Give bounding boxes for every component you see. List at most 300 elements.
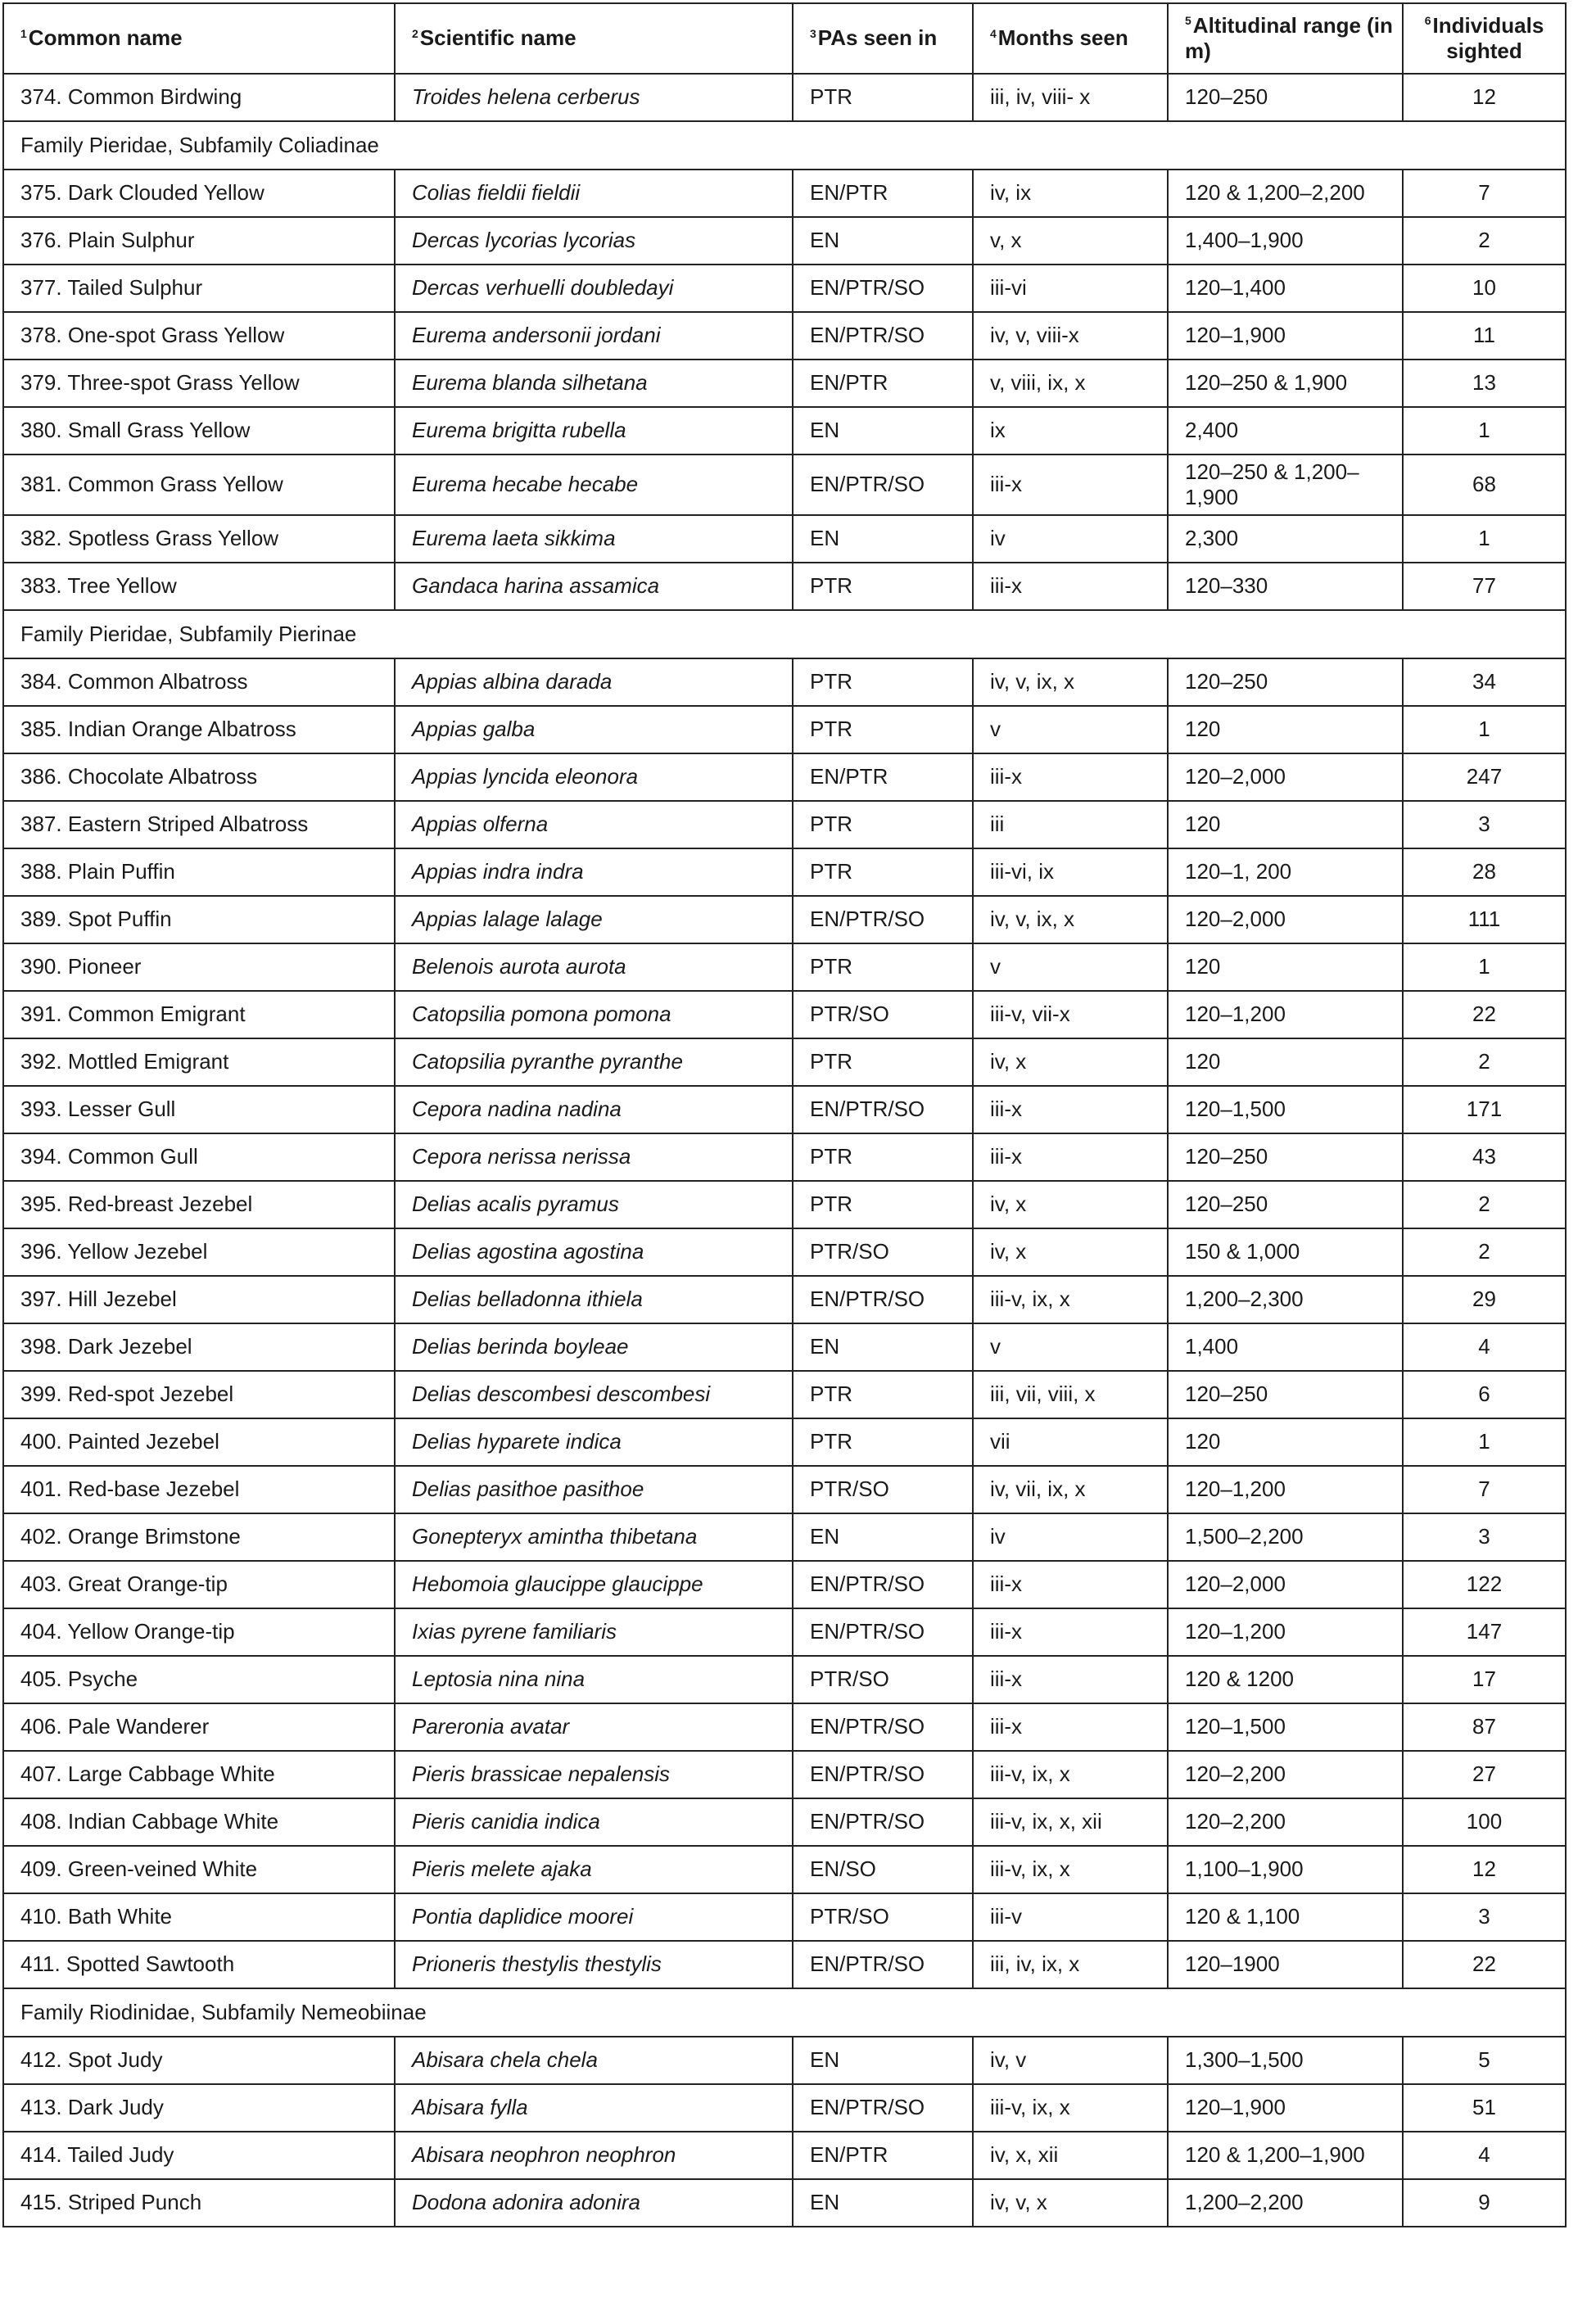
months-cell: v, viii, ix, x	[973, 360, 1168, 407]
altitude-cell: 1,400	[1168, 1323, 1403, 1371]
table-row	[3, 1228, 1566, 1276]
pas-cell: EN/PTR/SO	[793, 1751, 973, 1798]
table-body	[3, 74, 1566, 2227]
individuals-cell: 7	[1403, 170, 1566, 217]
common-name-cell: 387. Eastern Striped Albatross	[3, 801, 395, 848]
altitude-cell: 120	[1168, 706, 1403, 753]
altitude-cell: 120–1,900	[1168, 312, 1403, 360]
pas-cell: PTR	[793, 1418, 973, 1466]
individuals-cell: 2	[1403, 217, 1566, 265]
months-cell: ix	[973, 407, 1168, 455]
common-name-cell: 414. Tailed Judy	[3, 2132, 395, 2179]
altitude-cell: 120 & 1200	[1168, 1656, 1403, 1703]
header-altitudinal-range: $^5$Altitudinal range (in m)	[1168, 3, 1403, 74]
altitude-cell: 1,100–1,900	[1168, 1846, 1403, 1893]
common-name-cell: 390. Pioneer	[3, 943, 395, 991]
altitude-cell: 120–1,900	[1168, 2084, 1403, 2132]
scientific-name-cell: Gonepteryx amintha thibetana	[395, 1513, 793, 1561]
months-cell: iii-x	[973, 455, 1168, 515]
months-cell: iii-vi	[973, 265, 1168, 312]
common-name-cell: 411. Spotted Sawtooth	[3, 1941, 395, 1988]
months-cell: iv, vii, ix, x	[973, 1466, 1168, 1513]
pas-cell: PTR	[793, 1038, 973, 1086]
table-row	[3, 1608, 1566, 1656]
pas-cell: EN/PTR/SO	[793, 1561, 973, 1608]
table-header	[3, 3, 1566, 74]
months-cell: iv, x	[973, 1228, 1168, 1276]
months-cell: v	[973, 706, 1168, 753]
table-row	[3, 1133, 1566, 1181]
months-cell: iv, v, viii-x	[973, 312, 1168, 360]
header-common-name: $^1$Common name	[3, 3, 395, 74]
altitude-cell: 1,300–1,500	[1168, 2037, 1403, 2084]
altitude-cell: 120–1, 200	[1168, 848, 1403, 896]
months-cell: v	[973, 943, 1168, 991]
table-row	[3, 896, 1566, 943]
common-name-cell: 401. Red-base Jezebel	[3, 1466, 395, 1513]
common-name-cell: 382. Spotless Grass Yellow	[3, 515, 395, 563]
altitude-cell: 120–2,000	[1168, 1561, 1403, 1608]
table-row	[3, 1371, 1566, 1418]
common-name-cell: 395. Red-breast Jezebel	[3, 1181, 395, 1228]
individuals-cell: 4	[1403, 2132, 1566, 2179]
scientific-name-cell: Troides helena cerberus	[395, 74, 793, 121]
months-cell: iii-x	[973, 753, 1168, 801]
table-row	[3, 848, 1566, 896]
table-row	[3, 170, 1566, 217]
header-scientific-name: $^2$Scientific name	[395, 3, 793, 74]
pas-cell: PTR	[793, 74, 973, 121]
header-pas-seen-in: $^3$PAs seen in	[793, 3, 973, 74]
months-cell: iii-v, ix, x	[973, 2084, 1168, 2132]
individuals-cell: 1	[1403, 1418, 1566, 1466]
altitude-cell: 120–1,500	[1168, 1086, 1403, 1133]
scientific-name-cell: Delias pasithoe pasithoe	[395, 1466, 793, 1513]
scientific-name-cell: Dercas lycorias lycorias	[395, 217, 793, 265]
scientific-name-cell: Pieris brassicae nepalensis	[395, 1751, 793, 1798]
individuals-cell: 87	[1403, 1703, 1566, 1751]
altitude-cell: 120–250	[1168, 1371, 1403, 1418]
scientific-name-cell: Abisara neophron neophron	[395, 2132, 793, 2179]
scientific-name-cell: Appias lalage lalage	[395, 896, 793, 943]
individuals-cell: 29	[1403, 1276, 1566, 1323]
pas-cell: EN/PTR/SO	[793, 1798, 973, 1846]
pas-cell: PTR/SO	[793, 1656, 973, 1703]
pas-cell: PTR	[793, 658, 973, 706]
individuals-cell: 6	[1403, 1371, 1566, 1418]
months-cell: iii-x	[973, 1656, 1168, 1703]
table-row	[3, 1941, 1566, 1988]
months-cell: iii-x	[973, 1608, 1168, 1656]
altitude-cell: 1,200–2,300	[1168, 1276, 1403, 1323]
individuals-cell: 5	[1403, 2037, 1566, 2084]
pas-cell: PTR	[793, 706, 973, 753]
table-row	[3, 1181, 1566, 1228]
table-row	[3, 801, 1566, 848]
individuals-cell: 247	[1403, 753, 1566, 801]
family-label: Family Pieridae, Subfamily Coliadinae	[3, 121, 1566, 170]
scientific-name-cell: Abisara fylla	[395, 2084, 793, 2132]
table-row	[3, 1276, 1566, 1323]
family-label: Family Pieridae, Subfamily Pierinae	[3, 610, 1566, 658]
table-row	[3, 943, 1566, 991]
altitude-cell: 120 & 1,200–1,900	[1168, 2132, 1403, 2179]
scientific-name-cell: Dodona adonira adonira	[395, 2179, 793, 2227]
scientific-name-cell: Pieris canidia indica	[395, 1798, 793, 1846]
individuals-cell: 1	[1403, 515, 1566, 563]
pas-cell: PTR	[793, 563, 973, 610]
months-cell: iv, v	[973, 2037, 1168, 2084]
months-cell: v, x	[973, 217, 1168, 265]
common-name-cell: 381. Common Grass Yellow	[3, 455, 395, 515]
common-name-cell: 393. Lesser Gull	[3, 1086, 395, 1133]
months-cell: iii-vi, ix	[973, 848, 1168, 896]
altitude-cell: 120–1,200	[1168, 1608, 1403, 1656]
individuals-cell: 171	[1403, 1086, 1566, 1133]
individuals-cell: 12	[1403, 74, 1566, 121]
family-header-row	[3, 1988, 1566, 2037]
individuals-cell: 100	[1403, 1798, 1566, 1846]
individuals-cell: 1	[1403, 407, 1566, 455]
individuals-cell: 22	[1403, 1941, 1566, 1988]
common-name-cell: 392. Mottled Emigrant	[3, 1038, 395, 1086]
individuals-cell: 51	[1403, 2084, 1566, 2132]
table-row	[3, 2179, 1566, 2227]
common-name-cell: 378. One-spot Grass Yellow	[3, 312, 395, 360]
altitude-cell: 120–250	[1168, 658, 1403, 706]
pas-cell: EN/PTR/SO	[793, 896, 973, 943]
common-name-cell: 397. Hill Jezebel	[3, 1276, 395, 1323]
table-row	[3, 753, 1566, 801]
pas-cell: PTR	[793, 943, 973, 991]
altitude-cell: 120–250	[1168, 1181, 1403, 1228]
altitude-cell: 120–330	[1168, 563, 1403, 610]
months-cell: iii, iv, viii- x	[973, 74, 1168, 121]
individuals-cell: 27	[1403, 1751, 1566, 1798]
scientific-name-cell: Gandaca harina assamica	[395, 563, 793, 610]
table-row	[3, 1418, 1566, 1466]
altitude-cell: 120–250	[1168, 74, 1403, 121]
pas-cell: PTR/SO	[793, 1893, 973, 1941]
altitude-cell: 1,200–2,200	[1168, 2179, 1403, 2227]
altitude-cell: 120–1,200	[1168, 991, 1403, 1038]
common-name-cell: 376. Plain Sulphur	[3, 217, 395, 265]
header-individuals-sighted: $^6$Individuals sighted	[1403, 3, 1566, 74]
individuals-cell: 9	[1403, 2179, 1566, 2227]
common-name-cell: 394. Common Gull	[3, 1133, 395, 1181]
pas-cell: EN	[793, 515, 973, 563]
common-name-cell: 402. Orange Brimstone	[3, 1513, 395, 1561]
common-name-cell: 412. Spot Judy	[3, 2037, 395, 2084]
common-name-cell: 379. Three-spot Grass Yellow	[3, 360, 395, 407]
table-row	[3, 217, 1566, 265]
individuals-cell: 122	[1403, 1561, 1566, 1608]
pas-cell: EN/PTR/SO	[793, 1703, 973, 1751]
months-cell: iii, vii, viii, x	[973, 1371, 1168, 1418]
months-cell: iii	[973, 801, 1168, 848]
table-row	[3, 1466, 1566, 1513]
pas-cell: EN	[793, 1323, 973, 1371]
individuals-cell: 10	[1403, 265, 1566, 312]
altitude-cell: 120–2,000	[1168, 753, 1403, 801]
common-name-cell: 400. Painted Jezebel	[3, 1418, 395, 1466]
individuals-cell: 1	[1403, 706, 1566, 753]
individuals-cell: 17	[1403, 1656, 1566, 1703]
table-row	[3, 312, 1566, 360]
individuals-cell: 12	[1403, 1846, 1566, 1893]
common-name-cell: 385. Indian Orange Albatross	[3, 706, 395, 753]
months-cell: iv, x	[973, 1038, 1168, 1086]
common-name-cell: 405. Psyche	[3, 1656, 395, 1703]
pas-cell: EN/PTR/SO	[793, 1608, 973, 1656]
table-row	[3, 563, 1566, 610]
pas-cell: EN	[793, 217, 973, 265]
table-row	[3, 1656, 1566, 1703]
common-name-cell: 386. Chocolate Albatross	[3, 753, 395, 801]
table-row	[3, 1798, 1566, 1846]
species-table-container	[2, 2, 1565, 2227]
scientific-name-cell: Appias galba	[395, 706, 793, 753]
scientific-name-cell: Pareronia avatar	[395, 1703, 793, 1751]
header-row	[3, 3, 1566, 74]
scientific-name-cell: Delias hyparete indica	[395, 1418, 793, 1466]
scientific-name-cell: Pontia daplidice moorei	[395, 1893, 793, 1941]
individuals-cell: 1	[1403, 943, 1566, 991]
individuals-cell: 111	[1403, 896, 1566, 943]
family-header-row	[3, 610, 1566, 658]
months-cell: iv, ix	[973, 170, 1168, 217]
altitude-cell: 120	[1168, 1418, 1403, 1466]
table-row	[3, 1513, 1566, 1561]
pas-cell: EN/PTR/SO	[793, 265, 973, 312]
table-row	[3, 2084, 1566, 2132]
pas-cell: EN	[793, 2179, 973, 2227]
individuals-cell: 4	[1403, 1323, 1566, 1371]
scientific-name-cell: Eurema andersonii jordani	[395, 312, 793, 360]
months-cell: iv, v, ix, x	[973, 658, 1168, 706]
common-name-cell: 375. Dark Clouded Yellow	[3, 170, 395, 217]
altitude-cell: 120–250	[1168, 1133, 1403, 1181]
altitude-cell: 1,400–1,900	[1168, 217, 1403, 265]
altitude-cell: 120–250 & 1,900	[1168, 360, 1403, 407]
scientific-name-cell: Catopsilia pomona pomona	[395, 991, 793, 1038]
pas-cell: PTR	[793, 1371, 973, 1418]
pas-cell: EN/PTR	[793, 170, 973, 217]
scientific-name-cell: Delias agostina agostina	[395, 1228, 793, 1276]
common-name-cell: 380. Small Grass Yellow	[3, 407, 395, 455]
family-label: Family Riodinidae, Subfamily Nemeobiinae	[3, 1988, 1566, 2037]
scientific-name-cell: Belenois aurota aurota	[395, 943, 793, 991]
common-name-cell: 383. Tree Yellow	[3, 563, 395, 610]
pas-cell: EN/PTR/SO	[793, 1086, 973, 1133]
common-name-cell: 415. Striped Punch	[3, 2179, 395, 2227]
table-row	[3, 1561, 1566, 1608]
altitude-cell: 120–250 & 1,200–1,900	[1168, 455, 1403, 515]
common-name-cell: 409. Green-veined White	[3, 1846, 395, 1893]
scientific-name-cell: Cepora nerissa nerissa	[395, 1133, 793, 1181]
pas-cell: EN	[793, 1513, 973, 1561]
common-name-cell: 384. Common Albatross	[3, 658, 395, 706]
months-cell: iii-v	[973, 1893, 1168, 1941]
table-row	[3, 1086, 1566, 1133]
altitude-cell: 2,300	[1168, 515, 1403, 563]
common-name-cell: 406. Pale Wanderer	[3, 1703, 395, 1751]
butterfly-species-table	[2, 2, 1567, 2227]
scientific-name-cell: Dercas verhuelli doubledayi	[395, 265, 793, 312]
pas-cell: EN/PTR	[793, 360, 973, 407]
table-row	[3, 1703, 1566, 1751]
months-cell: v	[973, 1323, 1168, 1371]
table-row	[3, 658, 1566, 706]
scientific-name-cell: Appias lyncida eleonora	[395, 753, 793, 801]
scientific-name-cell: Pieris melete ajaka	[395, 1846, 793, 1893]
individuals-cell: 68	[1403, 455, 1566, 515]
altitude-cell: 1,500–2,200	[1168, 1513, 1403, 1561]
individuals-cell: 22	[1403, 991, 1566, 1038]
common-name-cell: 404. Yellow Orange-tip	[3, 1608, 395, 1656]
altitude-cell: 120–2,200	[1168, 1751, 1403, 1798]
scientific-name-cell: Delias berinda boyleae	[395, 1323, 793, 1371]
scientific-name-cell: Cepora nadina nadina	[395, 1086, 793, 1133]
months-cell: iii-v, ix, x	[973, 1846, 1168, 1893]
individuals-cell: 2	[1403, 1038, 1566, 1086]
table-row	[3, 706, 1566, 753]
individuals-cell: 2	[1403, 1181, 1566, 1228]
altitude-cell: 120–1,400	[1168, 265, 1403, 312]
altitude-cell: 120	[1168, 801, 1403, 848]
altitude-cell: 120–1,200	[1168, 1466, 1403, 1513]
table-row	[3, 1751, 1566, 1798]
pas-cell: PTR	[793, 801, 973, 848]
pas-cell: EN	[793, 407, 973, 455]
common-name-cell: 398. Dark Jezebel	[3, 1323, 395, 1371]
individuals-cell: 11	[1403, 312, 1566, 360]
individuals-cell: 3	[1403, 801, 1566, 848]
altitude-cell: 120	[1168, 1038, 1403, 1086]
scientific-name-cell: Abisara chela chela	[395, 2037, 793, 2084]
months-cell: iii-x	[973, 1133, 1168, 1181]
pas-cell: EN/PTR/SO	[793, 312, 973, 360]
scientific-name-cell: Delias acalis pyramus	[395, 1181, 793, 1228]
altitude-cell: 120–1,500	[1168, 1703, 1403, 1751]
table-row	[3, 1893, 1566, 1941]
scientific-name-cell: Colias fieldii fieldii	[395, 170, 793, 217]
scientific-name-cell: Eurema laeta sikkima	[395, 515, 793, 563]
common-name-cell: 389. Spot Puffin	[3, 896, 395, 943]
months-cell: iv, x	[973, 1181, 1168, 1228]
scientific-name-cell: Appias albina darada	[395, 658, 793, 706]
pas-cell: EN/PTR/SO	[793, 1276, 973, 1323]
months-cell: vii	[973, 1418, 1168, 1466]
common-name-cell: 407. Large Cabbage White	[3, 1751, 395, 1798]
altitude-cell: 150 & 1,000	[1168, 1228, 1403, 1276]
common-name-cell: 374. Common Birdwing	[3, 74, 395, 121]
altitude-cell: 120–2,000	[1168, 896, 1403, 943]
months-cell: iv, x, xii	[973, 2132, 1168, 2179]
common-name-cell: 408. Indian Cabbage White	[3, 1798, 395, 1846]
common-name-cell: 388. Plain Puffin	[3, 848, 395, 896]
individuals-cell: 2	[1403, 1228, 1566, 1276]
table-row	[3, 1323, 1566, 1371]
months-cell: iii-x	[973, 563, 1168, 610]
scientific-name-cell: Delias descombesi descombesi	[395, 1371, 793, 1418]
scientific-name-cell: Catopsilia pyranthe pyranthe	[395, 1038, 793, 1086]
months-cell: iii, iv, ix, x	[973, 1941, 1168, 1988]
table-row	[3, 515, 1566, 563]
months-cell: iv	[973, 1513, 1168, 1561]
individuals-cell: 28	[1403, 848, 1566, 896]
scientific-name-cell: Hebomoia glaucippe glaucippe	[395, 1561, 793, 1608]
common-name-cell: 377. Tailed Sulphur	[3, 265, 395, 312]
pas-cell: EN/SO	[793, 1846, 973, 1893]
altitude-cell: 120	[1168, 943, 1403, 991]
months-cell: iii-x	[973, 1561, 1168, 1608]
table-row	[3, 2132, 1566, 2179]
pas-cell: PTR/SO	[793, 991, 973, 1038]
altitude-cell: 120 & 1,200–2,200	[1168, 170, 1403, 217]
pas-cell: PTR/SO	[793, 1228, 973, 1276]
pas-cell: PTR	[793, 1181, 973, 1228]
common-name-cell: 399. Red-spot Jezebel	[3, 1371, 395, 1418]
table-row	[3, 455, 1566, 515]
pas-cell: EN/PTR	[793, 2132, 973, 2179]
table-row	[3, 1846, 1566, 1893]
scientific-name-cell: Appias olferna	[395, 801, 793, 848]
pas-cell: EN/PTR/SO	[793, 1941, 973, 1988]
months-cell: iv, v, x	[973, 2179, 1168, 2227]
scientific-name-cell: Appias indra indra	[395, 848, 793, 896]
scientific-name-cell: Leptosia nina nina	[395, 1656, 793, 1703]
individuals-cell: 43	[1403, 1133, 1566, 1181]
scientific-name-cell: Delias belladonna ithiela	[395, 1276, 793, 1323]
family-header-row	[3, 121, 1566, 170]
altitude-cell: 2,400	[1168, 407, 1403, 455]
pas-cell: EN/PTR/SO	[793, 455, 973, 515]
pas-cell: EN	[793, 2037, 973, 2084]
scientific-name-cell: Prioneris thestylis thestylis	[395, 1941, 793, 1988]
months-cell: iii-v, ix, x	[973, 1751, 1168, 1798]
table-row	[3, 74, 1566, 121]
individuals-cell: 13	[1403, 360, 1566, 407]
table-row	[3, 2037, 1566, 2084]
scientific-name-cell: Eurema brigitta rubella	[395, 407, 793, 455]
months-cell: iii-x	[973, 1086, 1168, 1133]
scientific-name-cell: Ixias pyrene familiaris	[395, 1608, 793, 1656]
months-cell: iii-v, vii-x	[973, 991, 1168, 1038]
table-row	[3, 265, 1566, 312]
table-row	[3, 407, 1566, 455]
scientific-name-cell: Eurema blanda silhetana	[395, 360, 793, 407]
table-row	[3, 991, 1566, 1038]
months-cell: iii-x	[973, 1703, 1168, 1751]
pas-cell: EN/PTR/SO	[793, 2084, 973, 2132]
individuals-cell: 3	[1403, 1513, 1566, 1561]
common-name-cell: 403. Great Orange-tip	[3, 1561, 395, 1608]
altitude-cell: 120–1900	[1168, 1941, 1403, 1988]
pas-cell: PTR	[793, 848, 973, 896]
individuals-cell: 147	[1403, 1608, 1566, 1656]
individuals-cell: 7	[1403, 1466, 1566, 1513]
pas-cell: EN/PTR	[793, 753, 973, 801]
months-cell: iii-v, ix, x	[973, 1276, 1168, 1323]
altitude-cell: 120 & 1,100	[1168, 1893, 1403, 1941]
table-row	[3, 1038, 1566, 1086]
common-name-cell: 391. Common Emigrant	[3, 991, 395, 1038]
individuals-cell: 34	[1403, 658, 1566, 706]
individuals-cell: 3	[1403, 1893, 1566, 1941]
table-row	[3, 360, 1566, 407]
pas-cell: PTR	[793, 1133, 973, 1181]
